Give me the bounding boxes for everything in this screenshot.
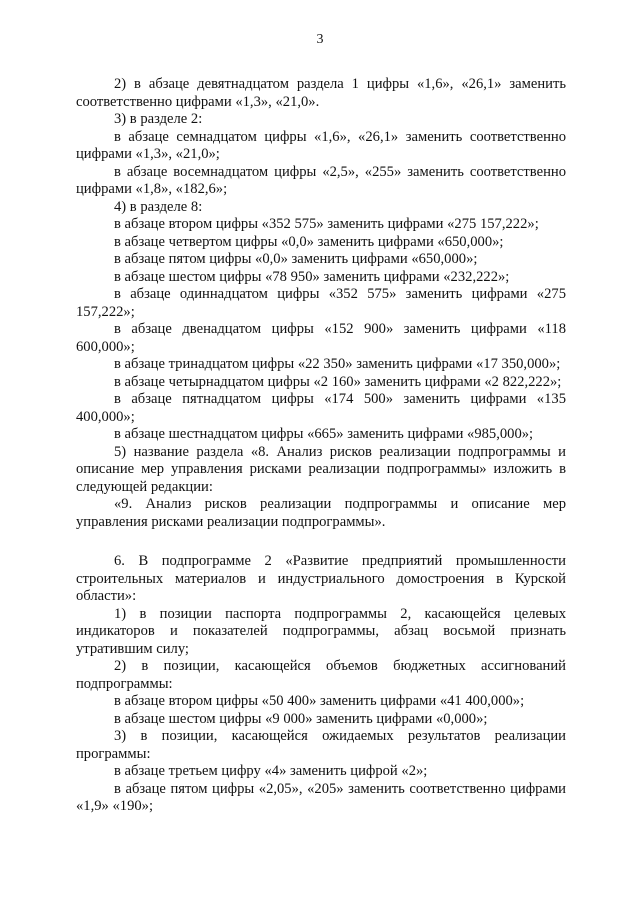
paragraph: 4) в разделе 8: xyxy=(114,198,203,215)
paragraph: в абзаце шестнадцатом цифры «665» заменить цифрами «985,000»; xyxy=(114,426,534,442)
section-gap xyxy=(76,531,566,553)
paragraph: 6. В подпрограмме 2 «Развитие предприятий промышленности строительных материалов и индустриального домостроения в Курской области»: xyxy=(76,553,566,604)
paragraph: в абзаце тринадцатом цифры «22 350» заменить цифрами «17 350,000»; xyxy=(114,356,561,372)
paragraph: в абзаце четырнадцатом цифры «2 160» заменить цифрами «2 822,222»; xyxy=(114,373,562,390)
paragraph: в абзаце втором цифры «50 400» заменить цифрами «41 400,000»; xyxy=(114,693,525,709)
paragraph: 3) в разделе 2: xyxy=(114,111,203,127)
paragraph: в абзаце третьем цифру «4» заменить цифрой «2»; xyxy=(114,763,428,779)
paragraph: 5) название раздела «8. Анализ рисков реализации подпрограммы и описание мер управления рисками реализации подпрограммы» изложить в следующей редакции: xyxy=(76,443,566,495)
paragraph: в абзаце шестом цифры «78 950» заменить цифрами «232,222»; xyxy=(114,268,510,285)
paragraph: 3) в позиции, касающейся ожидаемых результатов реализации программы: xyxy=(76,728,566,762)
document-body xyxy=(76,76,566,816)
paragraph: в абзаце втором цифры «352 575» заменить цифрами «275 157,222»; xyxy=(114,216,539,232)
paragraph: в абзаце четвертом цифры «0,0» заменить цифрами «650,000»; xyxy=(114,233,504,250)
paragraph: в абзаце пятнадцатом цифры «174 500» заменить цифрами «135 400,000»; xyxy=(76,391,566,425)
paragraph: 1) в позиции паспорта подпрограммы 2, касающейся целевых индикаторов и показателей подпрограммы, абзац восьмой признать утратившим силу; xyxy=(76,605,566,657)
paragraph: в абзаце пятом цифры «0,0» заменить цифрами «650,000»; xyxy=(114,251,478,267)
paragraph: «9. Анализ рисков реализации подпрограммы и описание мер управления рисками реализации подпрограммы». xyxy=(76,496,566,530)
paragraph: в абзаце одиннадцатом цифры «352 575» заменить цифрами «275 157,222»; xyxy=(76,286,566,320)
paragraph: в абзаце пятом цифры «2,05», «205» заменить соответственно цифрами «1,9» «190»; xyxy=(76,780,566,814)
paragraph: 2) в позиции, касающейся объемов бюджетных ассигнований подпрограммы: xyxy=(76,658,566,692)
paragraph: в абзаце семнадцатом цифры «1,6», «26,1» заменить соответственно цифрами «1,3», «21,0»; xyxy=(76,128,566,162)
paragraph: в абзаце восемнадцатом цифры «2,5», «255» заменить соответственно цифрами «1,8», «182,6»; xyxy=(76,163,566,197)
page-number: 3 xyxy=(316,32,324,47)
paragraph: в абзаце шестом цифры «9 000» заменить цифрами «0,000»; xyxy=(114,710,488,727)
paragraph: в абзаце двенадцатом цифры «152 900» заменить цифрами «118 600,000»; xyxy=(76,321,566,355)
paragraph: 2) в абзаце девятнадцатом раздела 1 цифры «1,6», «26,1» заменить соответственно цифрами «1,3», «21,0». xyxy=(76,76,566,110)
